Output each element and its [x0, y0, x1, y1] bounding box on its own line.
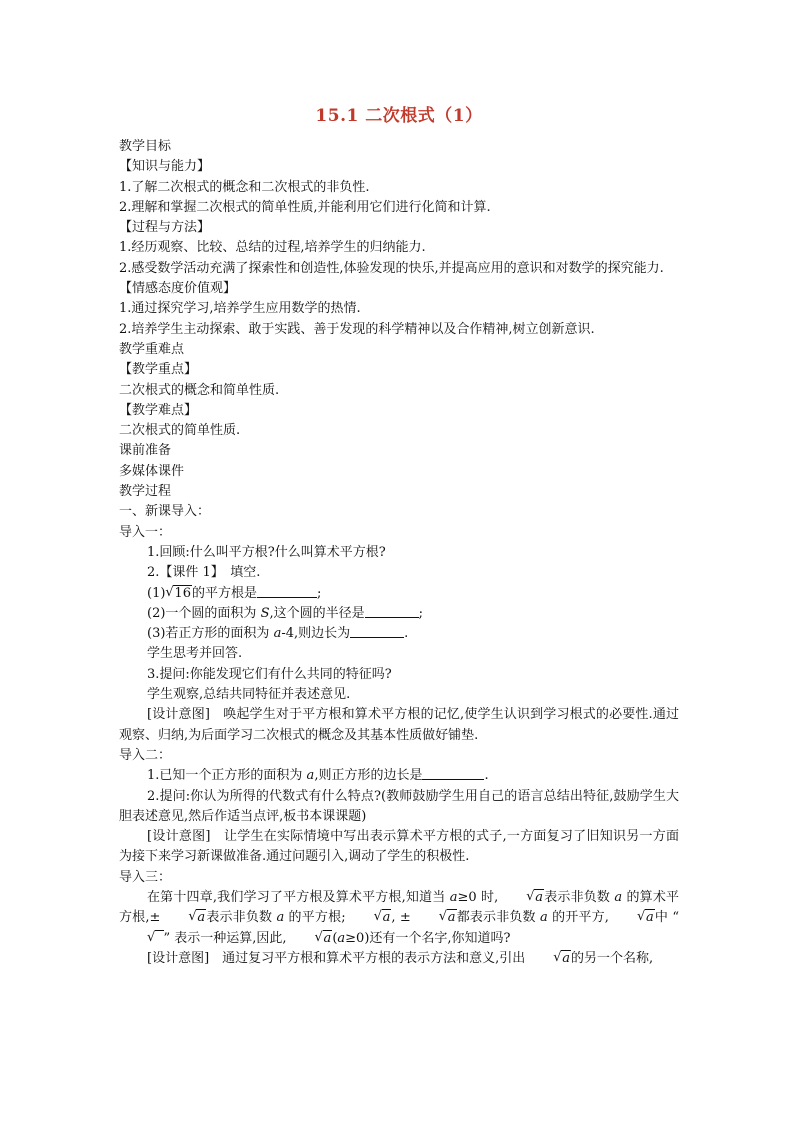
- sqrt-symbol: [160, 908, 206, 928]
- sqrt-symbol: [119, 929, 164, 949]
- text: (2)一个圆的面积为: [147, 605, 261, 621]
- radicand: a: [197, 910, 206, 926]
- answer-blank: [365, 604, 419, 618]
- answer-blank: [350, 624, 404, 638]
- radicand: a: [645, 910, 654, 926]
- text: 1.已知一个正方形的面积为: [147, 768, 307, 784]
- text: 在第十四章,我们学习了平方根及算术平方根,知道当: [147, 889, 450, 905]
- text: ;: [418, 605, 423, 621]
- radicand: a: [323, 930, 332, 946]
- sqrt-symbol: [411, 908, 457, 928]
- sub-heading: 导入三：: [119, 869, 172, 885]
- sqrt-symbol: [165, 584, 192, 604]
- paragraph: 1.了解二次根式的概念和二次根式的非负性.: [119, 179, 370, 195]
- sub-heading: 【教学重点】: [119, 362, 198, 378]
- radicand: 16: [174, 585, 191, 601]
- variable: a: [276, 910, 285, 926]
- text: 都表示非负数: [456, 910, 541, 926]
- sub-heading: 导入一：: [119, 524, 172, 540]
- text: 表示非负数: [206, 910, 277, 926]
- text: [设计意图] 通过复习平方根和算术平方根的表示方法和意义,引出: [147, 950, 526, 966]
- text: (1): [147, 585, 166, 601]
- design-intent: [设计意图] 唤起学生对于平方根和算术平方根的记忆,使学生认识到学习根式的必要性.通过观察、归纳,为后面学习二次根式的概念及其基本性质做好铺垫.: [119, 707, 679, 743]
- text: ,这个圆的半径是: [269, 605, 365, 621]
- paragraph: 1.通过探究学习,培养学生应用数学的热情.: [119, 301, 361, 317]
- fill-blank-4: [119, 766, 679, 786]
- sqrt-symbol: [287, 929, 333, 949]
- radicand: a: [382, 910, 391, 926]
- variable: a: [337, 930, 346, 946]
- text: ,则正方形的边长是: [314, 768, 423, 784]
- paragraph: 1.回顾:什么叫平方根?什么叫算术平方根?: [147, 544, 386, 560]
- text: .: [404, 626, 409, 642]
- paragraph: 2.【课件 1】 填空.: [147, 565, 261, 581]
- sqrt-symbol: [346, 908, 392, 928]
- sqrt-symbol: [525, 949, 571, 969]
- text: 的另一个名称,: [571, 950, 654, 966]
- sqrt-symbol: [498, 888, 544, 908]
- text: ” 表示一种运算,因此,: [163, 930, 287, 946]
- variable: a: [614, 889, 623, 905]
- sub-heading: 一、新课导入：: [119, 504, 211, 520]
- text: ≥0)还有一个名字,你知道吗?: [345, 930, 511, 946]
- radicand: a: [447, 910, 456, 926]
- paragraph: 3.提问:你能发现它们有什么共同的特征吗?: [147, 666, 392, 682]
- fill-blank-3: [119, 624, 679, 644]
- text: , ±: [391, 910, 411, 926]
- sqrt-symbol: [609, 908, 655, 928]
- paragraph: 2.理解和掌握二次根式的简单性质,并能利用它们进行化简和计算.: [119, 199, 491, 215]
- design-intent: [119, 949, 679, 969]
- variable: a: [306, 768, 315, 784]
- section-heading: 教学重难点: [119, 341, 185, 357]
- radicand: a: [562, 950, 571, 966]
- fill-blank-2: [119, 604, 679, 624]
- text: (: [332, 930, 338, 946]
- paragraph: 2.提问:你认为所得的代数式有什么特点?(教师鼓励学生用自己的语言总结出特征,鼓励学生大胆表述意见,然后作适当点评,板书本课课题): [119, 788, 679, 824]
- section-heading: 教学目标: [119, 139, 172, 154]
- variable: a: [540, 910, 548, 926]
- paragraph-intro3: [119, 888, 679, 949]
- text: -4,则边长为: [281, 626, 351, 642]
- answer-blank: [257, 584, 317, 598]
- paragraph: 二次根式的简单性质.: [119, 423, 241, 439]
- text: ≥0 时,: [457, 889, 499, 905]
- text: 表示非负数: [544, 889, 615, 905]
- variable: a: [273, 626, 282, 642]
- document-page: [119, 104, 679, 969]
- variable: S: [260, 605, 270, 621]
- paragraph: 1.经历观察、比较、总结的过程,培养学生的归纳能力.: [119, 240, 426, 256]
- sub-heading: 【教学难点】: [119, 402, 198, 418]
- text: (3)若正方形的面积为: [147, 626, 274, 642]
- radicand: a: [535, 889, 544, 905]
- sub-heading: 【情感态度价值观】: [119, 281, 237, 297]
- paragraph: 2.培养学生主动探索、敢于实践、善于发现的科学精神以及合作精神,树立创新意识.: [119, 321, 595, 337]
- sub-heading: 【知识与能力】: [119, 159, 211, 175]
- sub-heading: 导入二：: [119, 747, 172, 763]
- text: 中 “: [654, 910, 680, 926]
- text: .: [484, 768, 489, 784]
- sub-heading: 【过程与方法】: [119, 220, 211, 236]
- text: 的平方根是: [191, 585, 257, 601]
- paragraph: 学生思考并回答.: [147, 646, 243, 662]
- text: ;: [316, 585, 322, 601]
- section-heading: 课前准备: [119, 443, 172, 459]
- paragraph: 2.感受数学活动充满了探索性和创造性,体验发现的快乐,并提高应用的意识和对数学的探究能力.: [119, 260, 664, 276]
- fill-blank-1: [119, 584, 679, 604]
- paragraph: 多媒体课件: [119, 463, 185, 479]
- text: 的平方根;: [284, 910, 346, 926]
- variable: a: [449, 889, 458, 905]
- text: 的算术平方根,±: [119, 889, 679, 926]
- section-heading: 教学过程: [119, 484, 172, 500]
- text: 的开平方,: [547, 910, 609, 926]
- answer-blank: [422, 766, 484, 780]
- paragraph: 二次根式的概念和简单性质.: [119, 382, 280, 398]
- paragraph: 学生观察,总结共同特征并表述意见.: [147, 687, 351, 703]
- page-title: 15.1 二次根式（1）: [315, 106, 483, 126]
- design-intent: [设计意图] 让学生在实际情境中写出表示算术平方根的式子,一方面复习了旧知识另一方面为接下来学习新课做准备.通过问题引入,调动了学生的积极性.: [119, 829, 679, 865]
